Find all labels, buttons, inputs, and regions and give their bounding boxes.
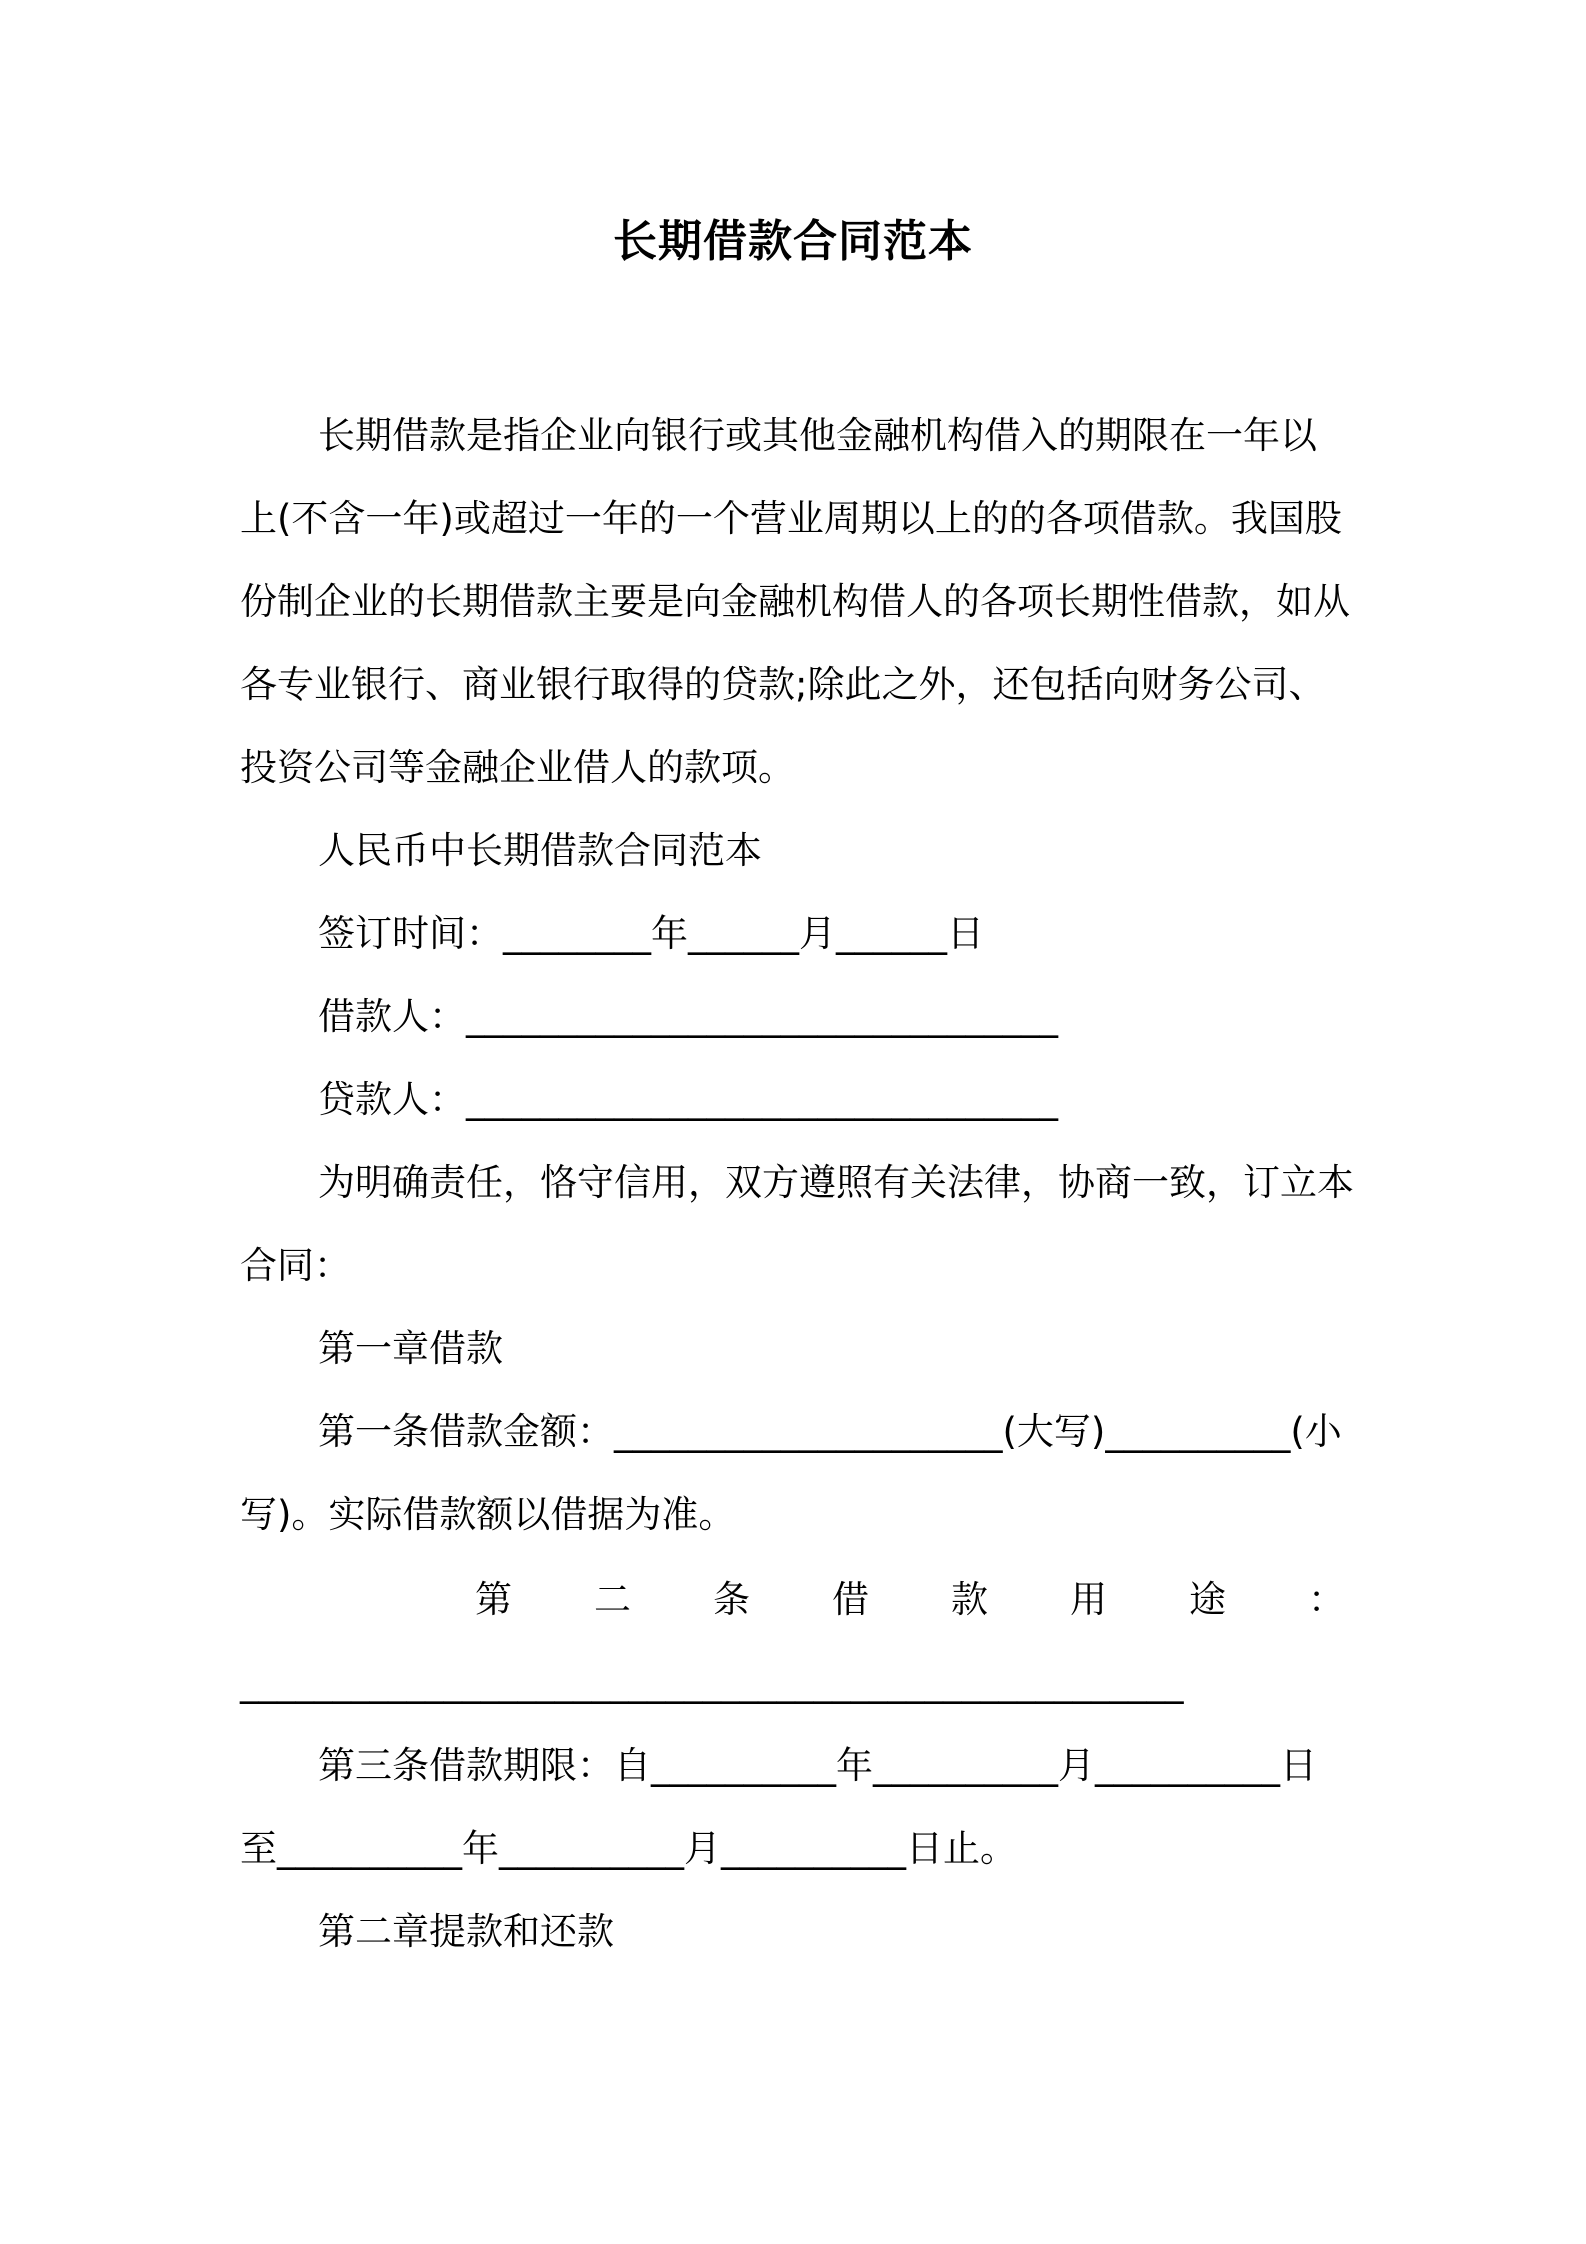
intro-paragraph-line-5: 投资公司等金融企业借人的款项。: [240, 746, 795, 789]
borrower-line: 借款人：________________________________: [318, 995, 1058, 1038]
signing-date-line: 签订时间：________年______月______日: [318, 912, 984, 955]
article-two-char: 用: [1070, 1578, 1107, 1621]
article-two-char: 款: [951, 1578, 988, 1621]
page-title: 长期借款合同范本: [613, 216, 973, 267]
article-two-heading: [475, 1575, 1345, 1625]
article-two-char: 借: [832, 1578, 869, 1621]
lender-line: 贷款人：________________________________: [318, 1078, 1058, 1121]
article-two-char: ：: [1308, 1578, 1345, 1621]
intro-paragraph-line-2: 上(不含一年)或超过一年的一个营业周期以上的的各项借款。我国股: [240, 497, 1342, 540]
preamble-line-1: 为明确责任，恪守信用，双方遵照有关法律，协商一致，订立本: [318, 1161, 1354, 1204]
article-two-blank-line: ___________________________________________________: [240, 1661, 1184, 1704]
article-three-line-2: 至__________年__________月__________日止。: [240, 1827, 1017, 1870]
chapter-two-heading: 第二章提款和还款: [318, 1910, 614, 1953]
article-two-char: 第: [475, 1578, 512, 1621]
intro-paragraph-line-1: 长期借款是指企业向银行或其他金融机构借入的期限在一年以: [318, 414, 1317, 457]
article-one-line-1: 第一条借款金额：_____________________(大写)__________(小: [318, 1410, 1342, 1453]
intro-paragraph-line-4: 各专业银行、商业银行取得的贷款;除此之外，还包括向财务公司、: [240, 663, 1326, 706]
chapter-one-heading: 第一章借款: [318, 1327, 503, 1370]
preamble-line-2: 合同：: [240, 1244, 351, 1287]
intro-paragraph-line-3: 份制企业的长期借款主要是向金融机构借人的各项长期性借款，如从: [240, 580, 1350, 623]
article-two-char: 二: [594, 1578, 631, 1621]
contract-heading: 人民币中长期借款合同范本: [318, 829, 762, 872]
article-two-char: 途: [1189, 1578, 1226, 1621]
article-one-line-2: 写)。实际借款额以借据为准。: [240, 1493, 736, 1536]
article-three-line-1: 第三条借款期限：自__________年__________月__________日: [318, 1744, 1317, 1787]
article-two-char: 条: [713, 1578, 750, 1621]
